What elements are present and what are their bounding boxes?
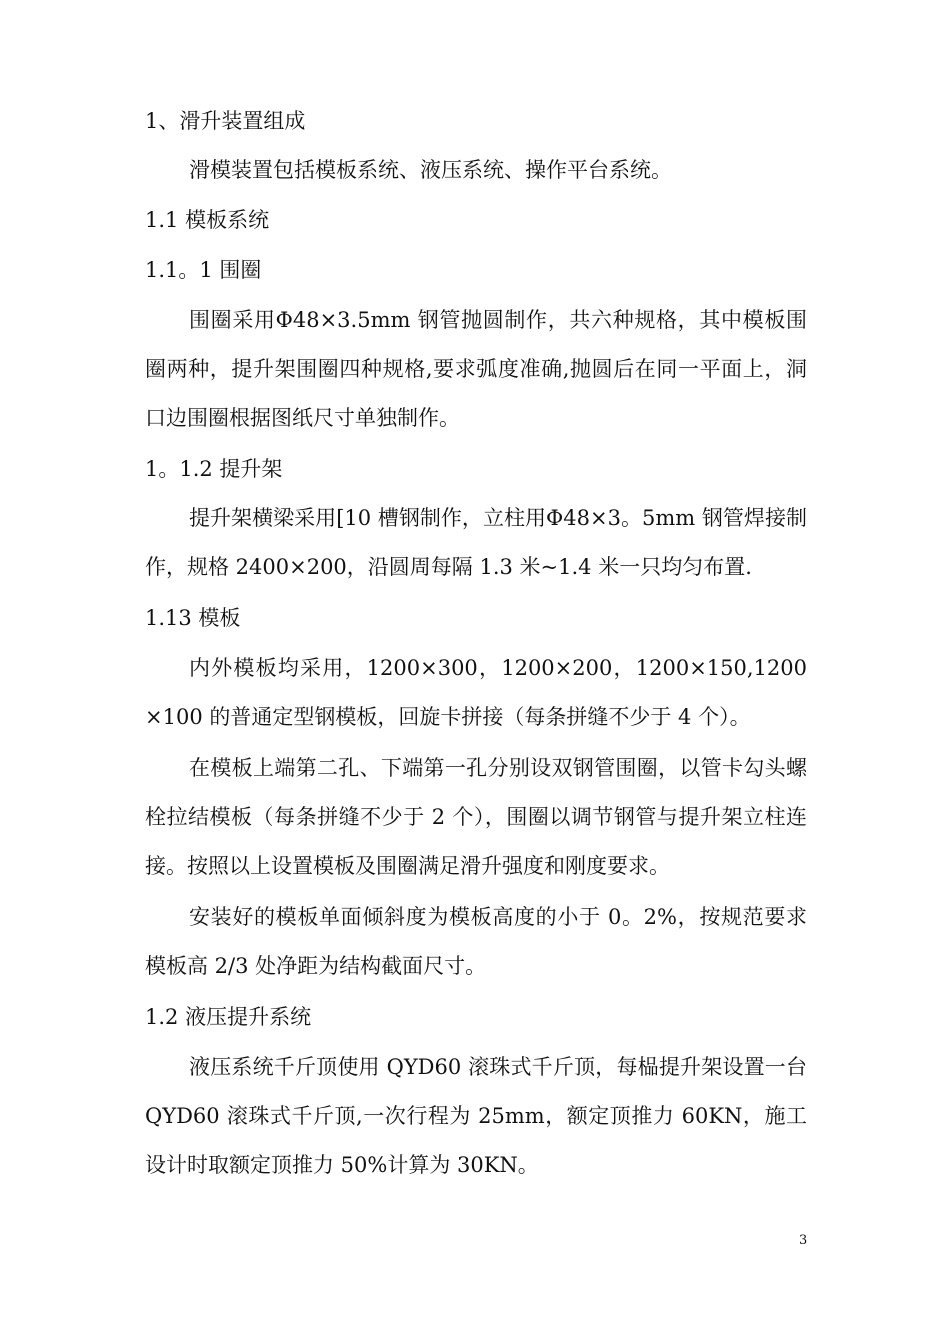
section-1-title: 1、滑升装置组成 (145, 109, 306, 133)
section-1-13-paragraph-1: 内外模板均采用，1200×300，1200×200，1200×150,1200×100 的普通定型钢模板，回旋卡拼接（每条拼缝不少于 4 个）。 (145, 656, 807, 729)
section-1-intro: 滑模装置包括模板系统、液压系统、操作平台系统。 (189, 158, 672, 182)
section-1-1-2-paragraph: 提升架横梁采用[10 槽钢制作，立柱用Φ48×3。5mm 钢管焊接制作，规格 2400×200，沿圆周每隔 1.3 米~1.4 米一只均匀布置. (145, 506, 807, 579)
section-1-13-paragraph-2: 在模板上端第二孔、下端第一孔分别设双钢管围圈，以管卡勾头螺栓拉结模板（每条拼缝不少于 2 个），围圈以调节钢管与提升架立柱连接。按照以上设置模板及围圈满足滑升强度和刚度要求。 (145, 756, 807, 878)
section-1-2-paragraph: 液压系统千斤顶使用 QYD60 滚珠式千斤顶，每榀提升架设置一台 QYD60 滚珠式千斤顶,一次行程为 25mm，额定顶推力 60KN，施工设计时取额定顶推力 50%计算为 30KN。 (145, 1055, 807, 1177)
section-1-13-paragraph-3: 安装好的模板单面倾斜度为模板高度的小于 0。2%，按规范要求模板高 2/3 处净距为结构截面尺寸。 (145, 905, 807, 978)
section-1-2-title: 1.2 液压提升系统 (145, 1005, 312, 1029)
page-number: 3 (799, 1233, 808, 1248)
section-1-13-title: 1.13 模板 (145, 606, 241, 630)
section-1-1-title: 1.1 模板系统 (145, 208, 270, 232)
section-1-1-2-title: 1。1.2 提升架 (145, 457, 283, 481)
section-1-1-1-title: 1.1。1 围圈 (145, 258, 262, 282)
section-1-1-1-paragraph: 围圈采用Φ48×3.5mm 钢管抛圆制作，共六种规格，其中模板围圈两种，提升架围圈四种规格,要求弧度准确,抛圆后在同一平面上，洞口边围圈根据图纸尺寸单独制作。 (145, 308, 807, 430)
